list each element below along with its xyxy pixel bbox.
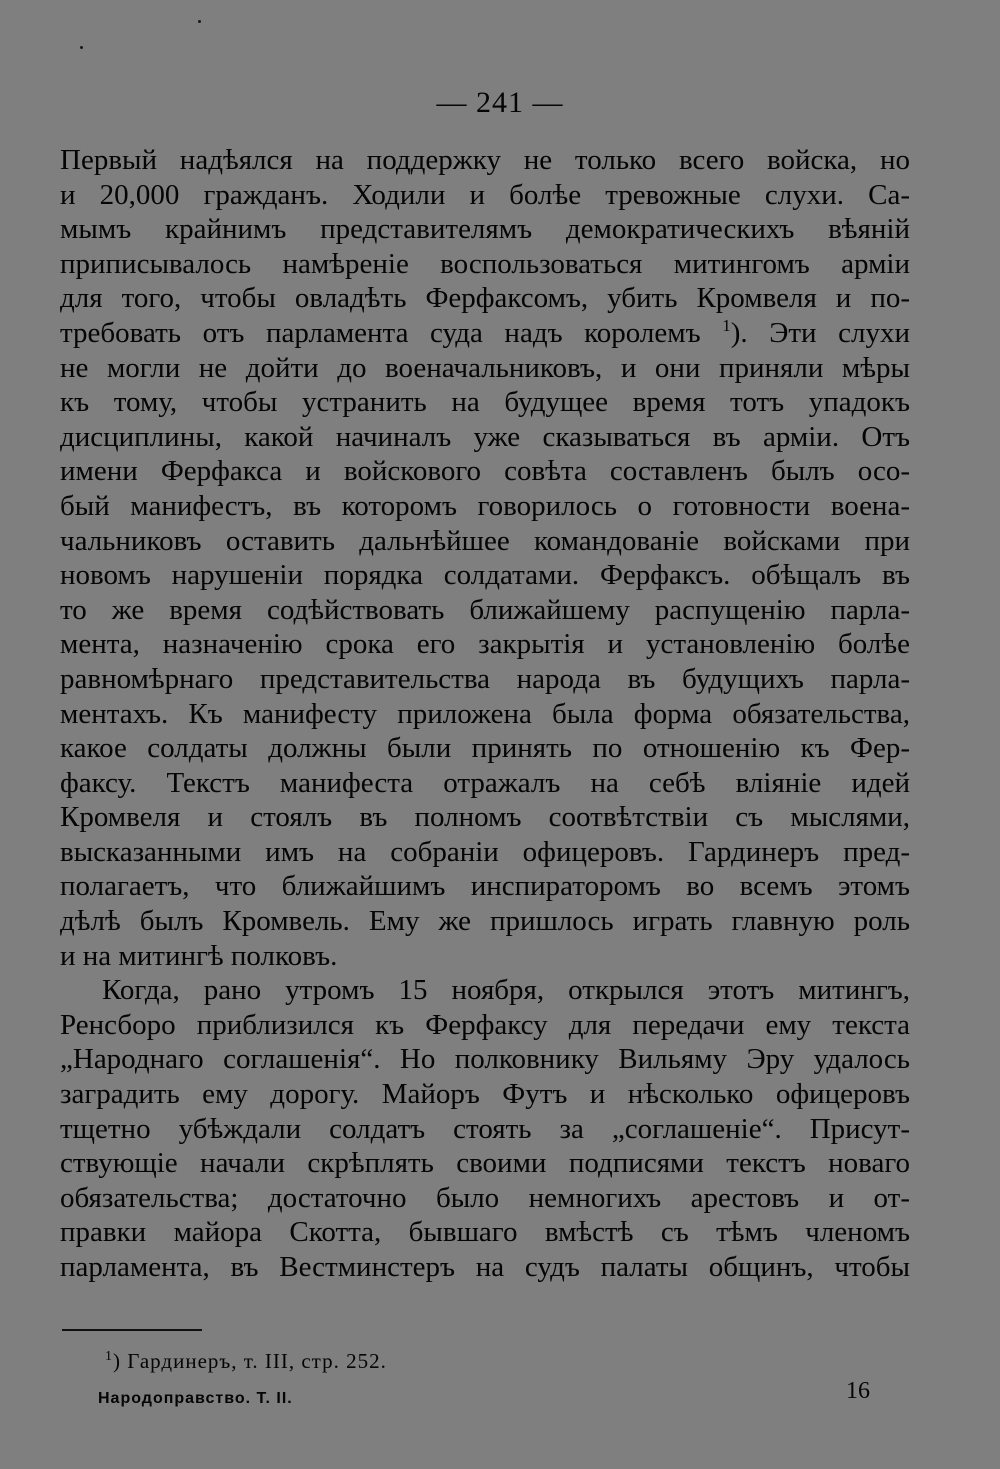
text-line: и 20,000 гражданъ. Ходили и болѣе тревожные слухи. Са- bbox=[60, 178, 910, 211]
text-line: ствующіе начали скрѣплять своими подписями текстъ новаго bbox=[60, 1147, 910, 1180]
text-line: какое солдаты должны были принять по отношенію къ Фер- bbox=[60, 732, 910, 765]
text-line: чальниковъ оставить дальнѣйшее командованіе войсками при bbox=[60, 524, 910, 557]
footnote-reference[interactable]: 1 bbox=[722, 315, 731, 335]
text-line: приписывалось намѣреніе воспользоваться митингомъ арміи bbox=[60, 247, 910, 280]
text-line: бый манифестъ, въ которомъ говорилось о готовности воена- bbox=[60, 489, 910, 522]
text-line: обязательства; достаточно было немногихъ арестовъ и от- bbox=[60, 1181, 910, 1214]
text-line: не могли не дойти до военачальниковъ, и они приняли мѣры bbox=[60, 351, 910, 384]
text-line: правки майора Скотта, бывшаго вмѣстѣ съ тѣмъ членомъ bbox=[60, 1216, 910, 1249]
text-line: факсу. Текстъ манифеста отражалъ на себѣ вліяніе идей bbox=[60, 766, 910, 799]
paragraph-end-line: и на митингѣ полковъ. bbox=[60, 939, 338, 972]
print-speck bbox=[198, 20, 201, 23]
footnote bbox=[105, 1349, 387, 1374]
text-line: высказанными имъ на собраніи офицеровъ. Гардинеръ пред- bbox=[60, 835, 910, 868]
text-line: полагаетъ, что ближайшимъ инспираторомъ во всемъ этомъ bbox=[60, 870, 910, 903]
text-line: „Народнаго соглашенія“. Но полковнику Вильяму Эру удалось bbox=[60, 1043, 910, 1076]
text-line: имени Ферфакса и войскового совѣта составленъ былъ осо- bbox=[60, 455, 910, 488]
body-text bbox=[60, 143, 910, 1285]
text-line-with-footnote-ref bbox=[60, 316, 910, 351]
text-line: то же время содѣйствовать ближайшему распущенію парла- bbox=[60, 593, 910, 626]
page-number: — 241 — bbox=[436, 86, 564, 119]
text-line: Ренсборо приблизился къ Ферфаксу для передачи ему текста bbox=[60, 1008, 910, 1041]
text-line: мымъ крайнимъ представителямъ демократическихъ вѣяній bbox=[60, 213, 910, 246]
footnote-marker: 1 bbox=[105, 1349, 113, 1364]
printer-signature: Народоправство. Т. II. bbox=[98, 1390, 293, 1407]
paragraph-start-line: Когда, рано утромъ 15 ноября, открылся этотъ митингъ, bbox=[102, 974, 910, 1007]
text-line: новомъ нарушеніи порядка солдатами. Ферфаксъ. обѣщалъ въ bbox=[60, 559, 910, 592]
footnote-divider bbox=[62, 1329, 202, 1331]
footnote-text: ) Гардинеръ, т. III, стр. 252. bbox=[113, 1349, 387, 1373]
text-line: для того, чтобы овладѣть Ферфаксомъ, убить Кромвеля и по- bbox=[60, 282, 910, 315]
text-line: дѣлѣ былъ Кромвель. Ему же пришлось играть главную роль bbox=[60, 905, 910, 938]
text-line: тщетно убѣждали солдатъ стоять за „соглашеніе“. Присут- bbox=[60, 1112, 910, 1145]
text-line: ментахъ. Къ манифесту приложена была форма обязательства, bbox=[60, 697, 910, 730]
text-line-tail: ). Эти слухи bbox=[730, 316, 911, 349]
text-line: равномѣрнаго представительства народа въ будущихъ парла- bbox=[60, 662, 910, 695]
text-line: мента, назначенію срока его закрытія и установленію болѣе bbox=[60, 628, 910, 661]
text-line: Первый надѣялся на поддержку не только всего войска, но bbox=[60, 144, 910, 176]
text-line: Кромвеля и стоялъ въ полномъ соотвѣтствіи съ мыслями, bbox=[60, 801, 910, 834]
text-line: парламента, въ Вестминстеръ на судъ палаты общинъ, чтобы bbox=[60, 1251, 910, 1283]
text-line: заградить ему дорогу. Майоръ Футъ и нѣсколько офицеровъ bbox=[60, 1078, 910, 1111]
text-line: къ тому, чтобы устранить на будущее время тотъ упадокъ bbox=[60, 386, 910, 419]
print-speck bbox=[80, 46, 83, 49]
sheet-number: 16 bbox=[846, 1378, 870, 1404]
text-line: дисциплины, какой начиналъ уже сказываться въ арміи. Отъ bbox=[60, 420, 910, 453]
text-line-head: требовать отъ парламента суда надъ королемъ bbox=[60, 316, 701, 349]
